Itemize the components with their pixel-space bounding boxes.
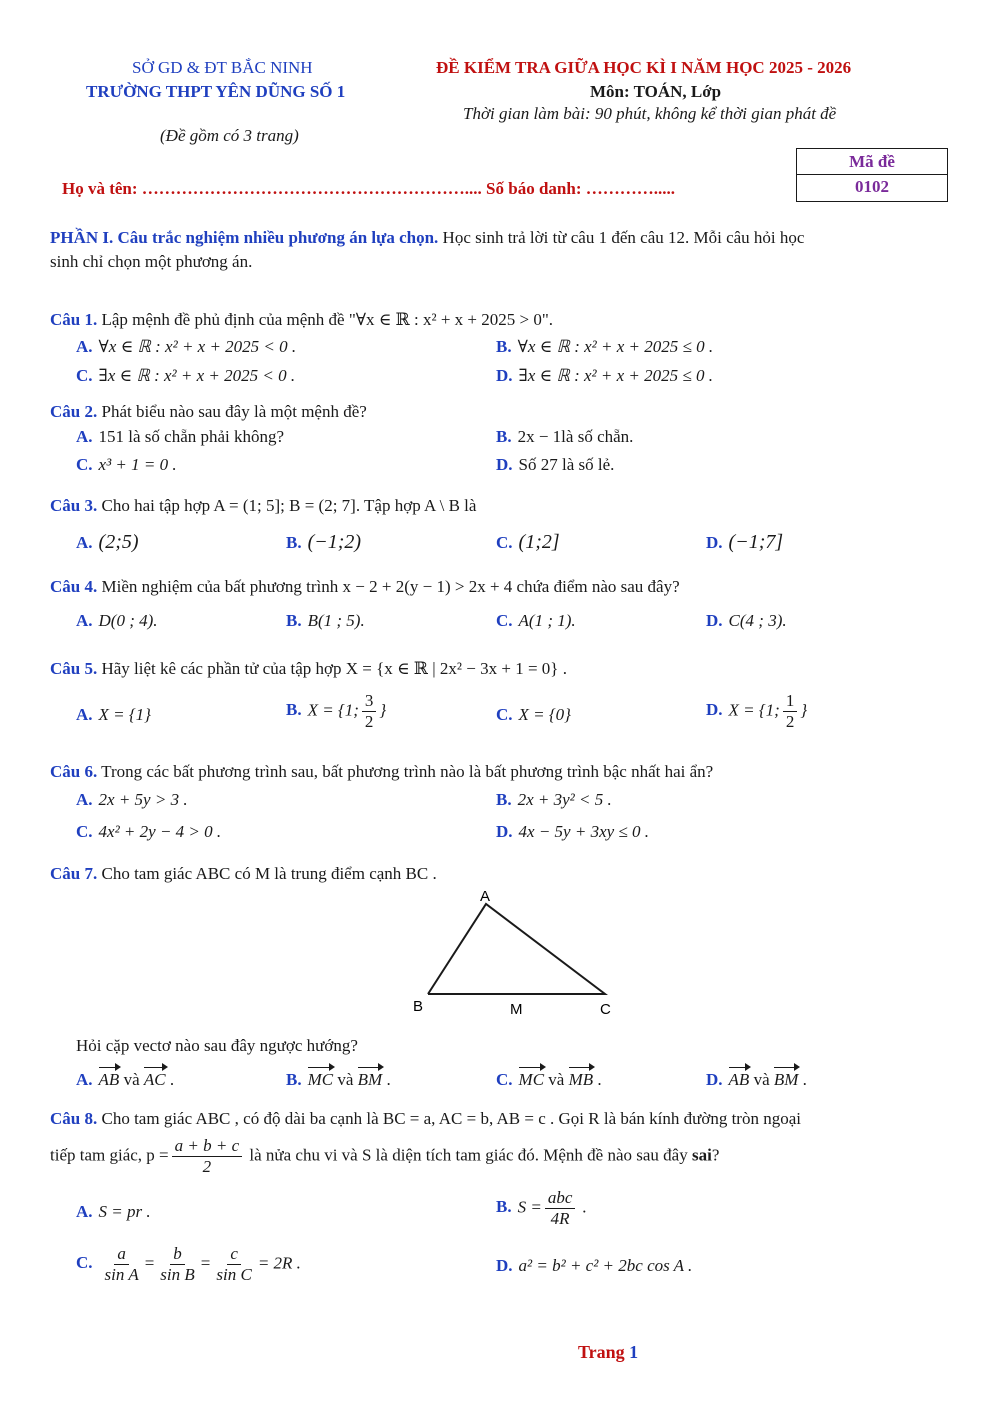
subject-line: Môn: TOÁN, Lớp xyxy=(590,82,722,101)
q5-option-d[interactable]: D. X = {1; $\frac{1}{2}$ } xyxy=(706,691,808,731)
q1-option-a[interactable]: A. ∀x ∈ ℝ : x² + x + 2025 < 0 . xyxy=(76,337,297,356)
page-footer xyxy=(578,1342,638,1363)
vertex-c-label: C xyxy=(600,1001,611,1018)
page-word: Trang xyxy=(578,1342,630,1362)
department-name: SỞ GD & ĐT BẮC NINH xyxy=(132,58,313,77)
question-8: Câu 8. Cho tam giác ABC , có độ dài ba cạnh là BC = a, AC = b, AB = c . Gọi R là bán kính đường tròn ngoại xyxy=(50,1109,801,1128)
q4-option-a[interactable]: A. D(0 ; 4). xyxy=(76,611,158,630)
pages-note: (Đề gồm có 3 trang) xyxy=(160,126,299,145)
question-1-label: Câu 1. xyxy=(50,310,98,329)
q7-option-c[interactable]: C. MC và MB . xyxy=(496,1070,602,1089)
question-7: Câu 7. Cho tam giác ABC có M là trung điểm cạnh BC . xyxy=(50,864,437,883)
q6-option-b[interactable]: B. 2x + 3y² < 5 . xyxy=(496,790,612,809)
q2-option-a[interactable]: A. 151 là số chẵn phải không? xyxy=(76,427,285,446)
question-1 xyxy=(50,310,553,330)
q1-option-c[interactable]: C. ∃x ∈ ℝ : x² + x + 2025 < 0 . xyxy=(76,366,296,385)
q6-option-c[interactable]: C. 4x² + 2y − 4 > 0 . xyxy=(76,822,222,841)
exam-code-box xyxy=(796,148,948,202)
question-4: Câu 4. Miền nghiệm của bất phương trình x − 2 + 2(y − 1) > 2x + 4 chứa điểm nào sau đây? xyxy=(50,577,680,596)
q8-option-d[interactable]: D. a² = b² + c² + 2bc cos A . xyxy=(496,1256,693,1275)
q4-option-c[interactable]: C. A(1 ; 1). xyxy=(496,611,576,630)
q3-option-d[interactable]: D. (−1;7] xyxy=(706,531,784,553)
name-and-id-line: Họ và tên: ………………………………………………….... Số báo danh: …………..... xyxy=(62,179,675,198)
question-3: Câu 3. Cho hai tập hợp A = (1; 5]; B = (2; 7]. Tập hợp A \ B là xyxy=(50,496,477,515)
question-6: Câu 6. Trong các bất phương trình sau, bất phương trình nào là bất phương trình bậc nhất hai ẩn? xyxy=(50,762,714,781)
q4-option-b[interactable]: B. B(1 ; 5). xyxy=(286,611,365,630)
q2-option-b[interactable]: B. 2x − 1là số chẵn. xyxy=(496,427,634,446)
time-line: Thời gian làm bài: 90 phút, không kể thời gian phát đề xyxy=(463,104,837,123)
q1-option-b[interactable]: B. ∀x ∈ ℝ : x² + x + 2025 ≤ 0 . xyxy=(496,337,714,356)
part1-heading: PHẦN I. Câu trắc nghiệm nhiều phương án lựa chọn. xyxy=(50,228,439,247)
q6-option-d[interactable]: D. 4x − 5y + 3xy ≤ 0 . xyxy=(496,822,649,841)
page-number: 1 xyxy=(629,1342,639,1362)
q3-option-b[interactable]: B. (−1;2) xyxy=(286,531,362,553)
q7-option-d[interactable]: D. AB và BM . xyxy=(706,1070,807,1089)
question-5: Câu 5. Hãy liệt kê các phần tử của tập hợp X = {x ∈ ℝ | 2x² − 3x + 1 = 0} . xyxy=(50,659,567,678)
q1-option-d[interactable]: D. ∃x ∈ ℝ : x² + x + 2025 ≤ 0 . xyxy=(496,366,713,385)
exam-code-label: Mã đề xyxy=(849,152,895,171)
q4-option-d[interactable]: D. C(4 ; 3). xyxy=(706,611,787,630)
q2-option-d[interactable]: D. Số 27 là số lẻ. xyxy=(496,455,615,474)
midpoint-m-label: M xyxy=(510,1001,523,1018)
q7-option-b[interactable]: B. MC và BM . xyxy=(286,1070,391,1089)
q7-option-a[interactable]: A. AB và AC . xyxy=(76,1070,175,1089)
part1-instruction: Học sinh trả lời từ câu 1 đến câu 12. Mỗi câu hỏi học xyxy=(438,228,805,247)
triangle-figure xyxy=(400,884,640,1024)
question-2: Câu 2. Phát biểu nào sau đây là một mệnh đề? xyxy=(50,402,367,421)
exam-code-value: 0102 xyxy=(797,174,947,197)
q3-option-a[interactable]: A. (2;5) xyxy=(76,531,139,553)
question-1-text: Lập mệnh đề phủ định của mệnh đề "∀x ∈ ℝ : x² + x + 2025 > 0". xyxy=(97,310,554,329)
vertex-a-label: A xyxy=(480,888,491,905)
question-8-line-2: tiếp tam giác, p = $\frac{a + b + c}{2}$ là nửa chu vi và S là diện tích tam giác đó. Mệnh đề nào sau đây sai? xyxy=(50,1136,720,1176)
q6-option-a[interactable]: A. 2x + 5y > 3 . xyxy=(76,790,188,809)
q5-option-c[interactable]: C. X = {0} xyxy=(496,705,571,724)
school-name: TRƯỜNG THPT YÊN DŨNG SỐ 1 xyxy=(86,82,346,101)
vertex-b-label: B xyxy=(413,998,424,1015)
q8-option-c[interactable]: C. $\frac{a}{\text{sin A}}$ = $\frac{b}{\text{sin B}}$ = $\frac{c}{\text{sin C}}$ = 2R . xyxy=(76,1244,301,1284)
q3-option-c[interactable]: C. (1;2] xyxy=(496,531,560,553)
q2-option-c[interactable]: C. x³ + 1 = 0 . xyxy=(76,455,177,474)
part1-intro xyxy=(50,228,804,248)
part1-instruction-2: sinh chỉ chọn một phương án. xyxy=(50,252,253,271)
q5-option-a[interactable]: A. X = {1} xyxy=(76,705,151,724)
exam-title: ĐỀ KIỂM TRA GIỮA HỌC KÌ I NĂM HỌC 2025 - 2026 xyxy=(436,58,852,77)
question-7-ask: Hỏi cặp vectơ nào sau đây ngược hướng? xyxy=(76,1036,358,1055)
q8-option-b[interactable]: B. S = $\frac{\text{abc}}{4R}$ . xyxy=(496,1188,587,1228)
q5-option-b[interactable]: B. X = {1; $\frac{3}{2}$ } xyxy=(286,691,387,731)
q8-option-a[interactable]: A. S = pr . xyxy=(76,1202,151,1221)
